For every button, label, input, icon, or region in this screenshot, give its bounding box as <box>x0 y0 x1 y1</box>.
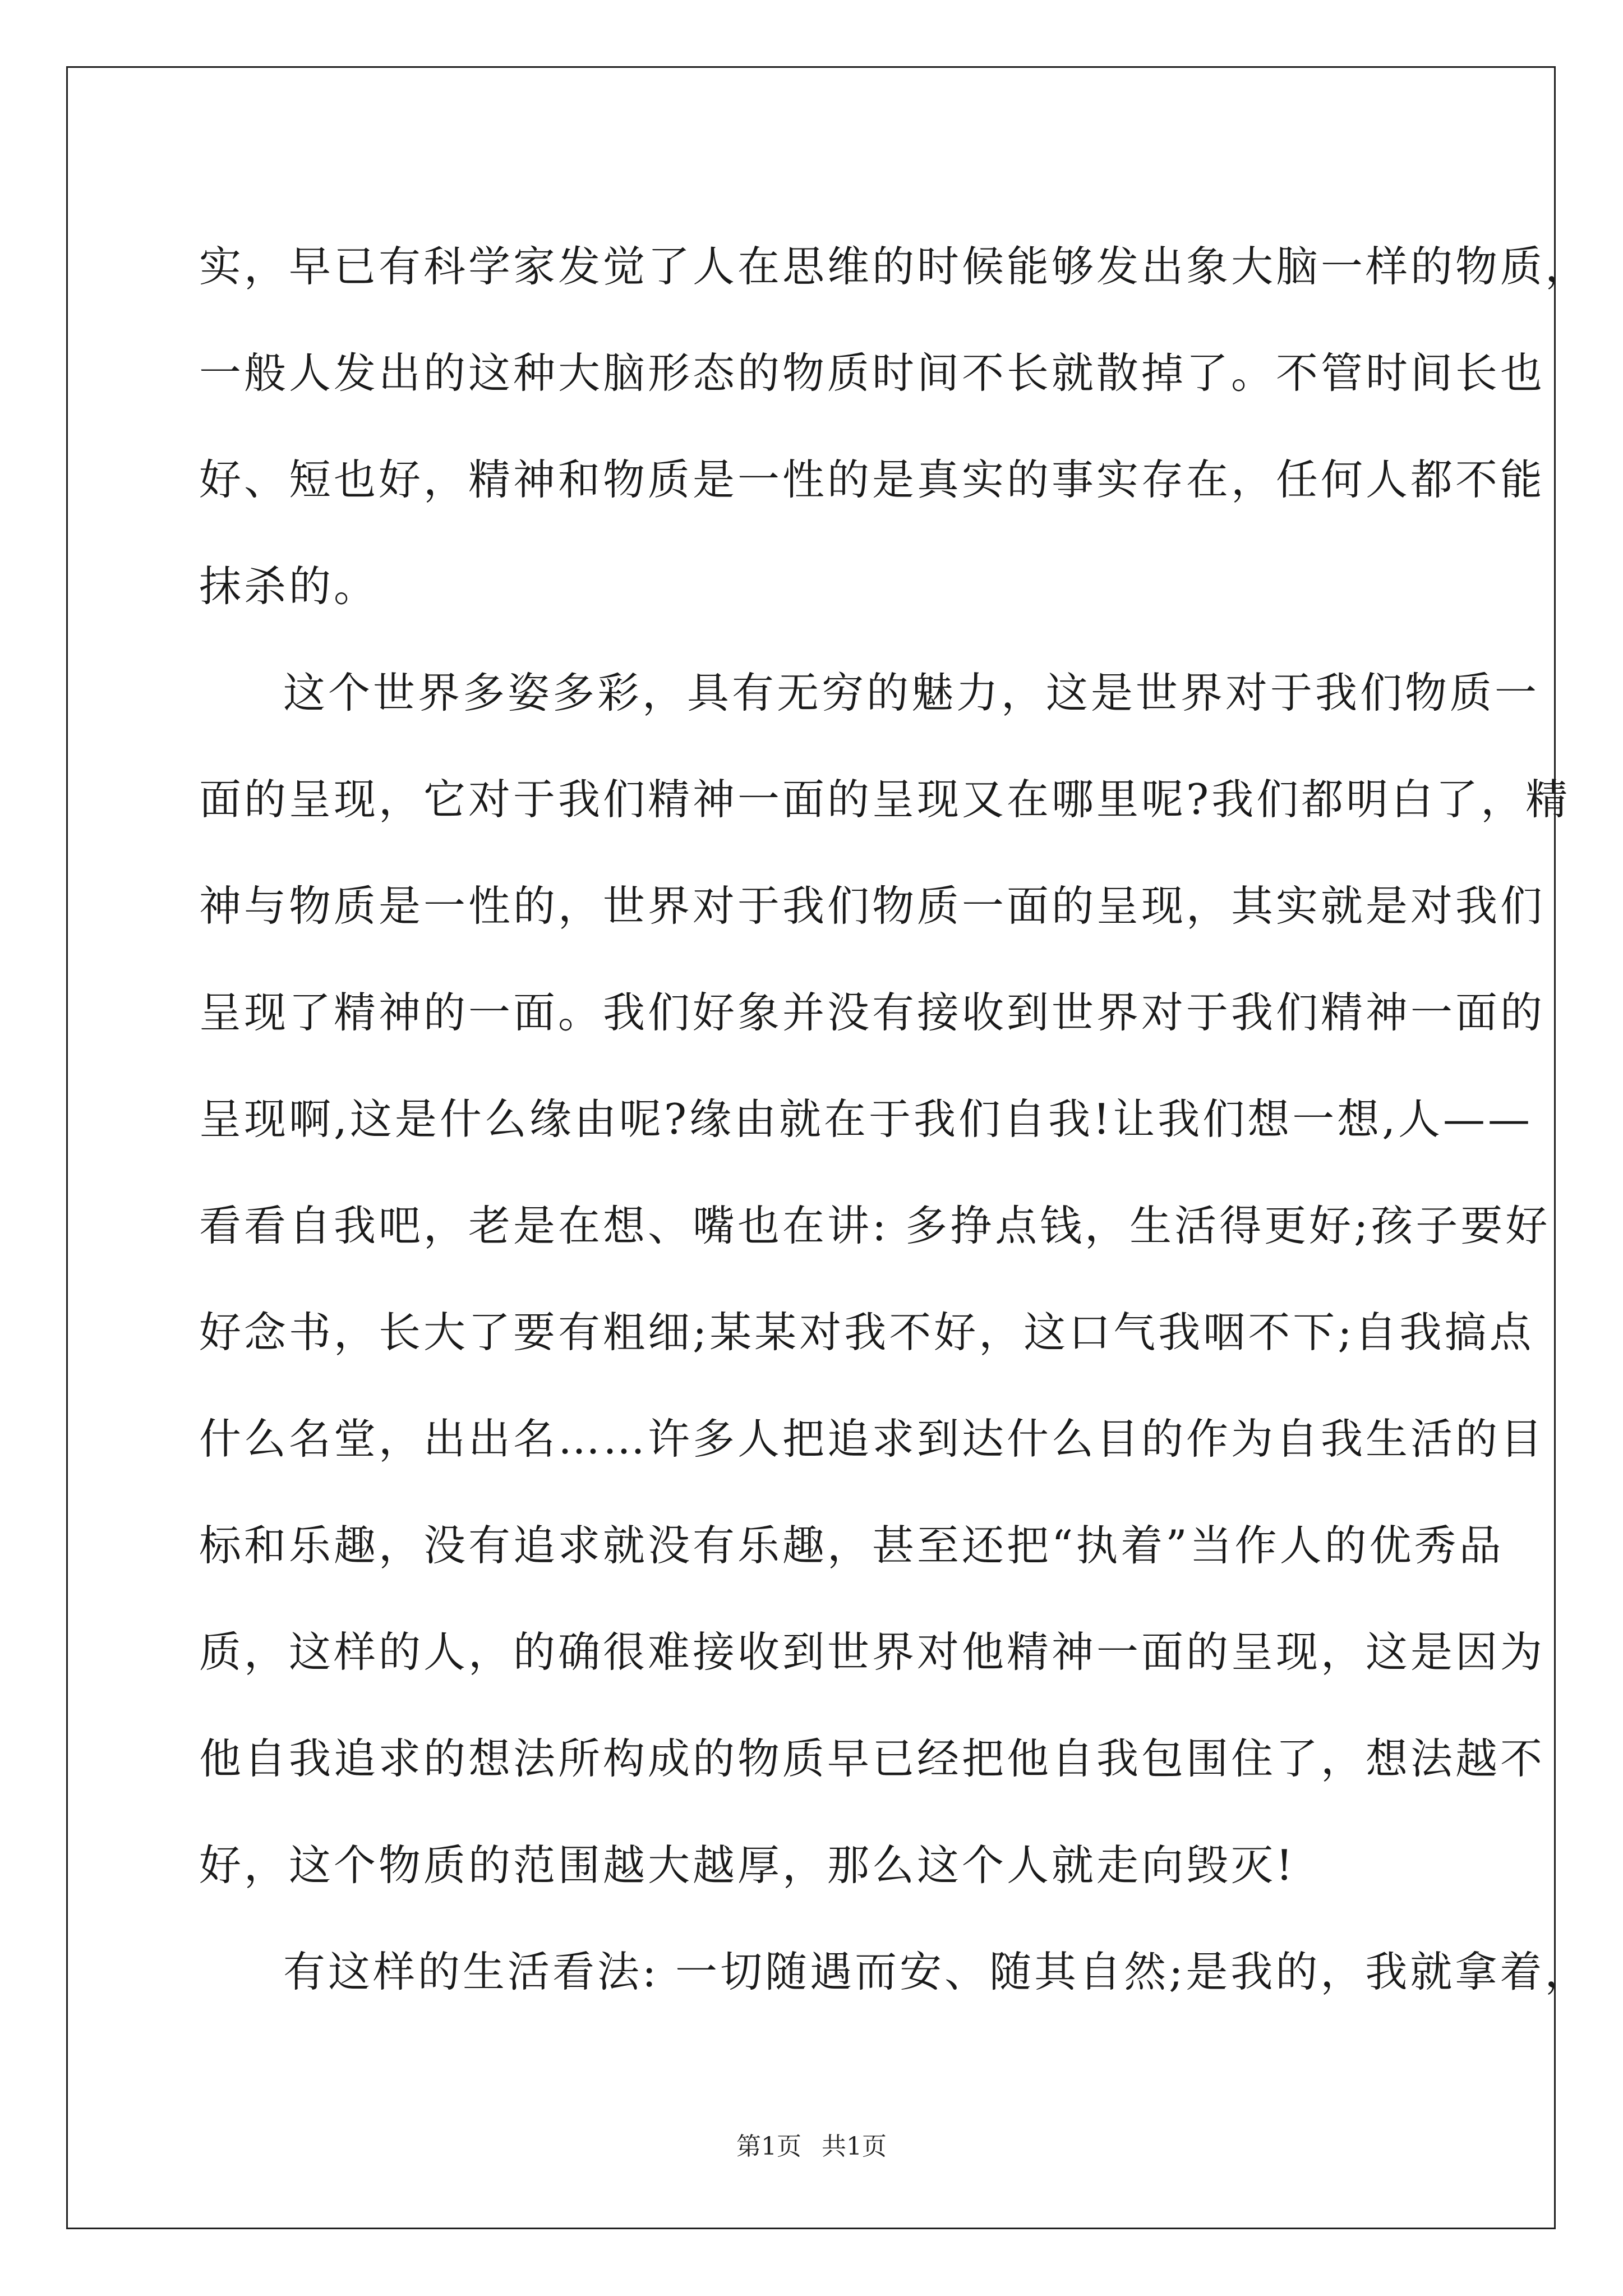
text-line: 什么名堂，出出名……许多人把追求到达什么目的作为自我生活的目 <box>199 1414 1546 1464</box>
text-line: 呈现了精神的一面。我们好象并没有接收到世界对于我们精神一面的 <box>199 988 1546 1037</box>
text-line: 好，这个物质的范围越大越厚，那么这个人就走向毁灭! <box>199 1841 1296 1890</box>
paragraph-3 <box>199 1918 1590 2025</box>
text-line: 一般人发出的这种大脑形态的物质时间不长就散掉了。不管时间长也 <box>199 348 1546 398</box>
text-line: 实，早已有科学家发觉了人在思维的时候能够发出象大脑一样的物质， <box>199 242 1590 291</box>
text-line: 有这样的生活看法: 一切随遇而安、随其自然;是我的，我就拿着， <box>283 1947 1590 1996</box>
paragraph-2 <box>199 639 1571 1918</box>
text-line: 神与物质是一性的，世界对于我们物质一面的呈现，其实就是对我们 <box>199 881 1546 931</box>
text-line: 看看自我吧，老是在想、嘴也在讲: 多挣点钱，生活得更好;孩子要好 <box>199 1201 1551 1250</box>
text-line: 面的呈现，它对于我们精神一面的呈现又在哪里呢?我们都明白了，精 <box>199 775 1571 824</box>
document-body <box>199 213 1590 2025</box>
page-number: 第1页 <box>736 2132 801 2161</box>
text-line: 好、短也好，精神和物质是一性的是真实的事实存在，任何人都不能 <box>199 455 1546 504</box>
page-footer <box>0 2126 1623 2162</box>
text-line: 呈现啊,这是什么缘由呢?缘由就在于我们自我!让我们想一想,人—— <box>199 1094 1533 1144</box>
page-total: 共1页 <box>822 2132 887 2161</box>
text-line: 他自我追求的想法所构成的物质早已经把他自我包围住了，想法越不 <box>199 1734 1546 1783</box>
text-line: 好念书，长大了要有粗细;某某对我不好，这口气我咽不下;自我搞点 <box>199 1308 1534 1357</box>
text-line: 质，这样的人，的确很难接收到世界对他精神一面的呈现，这是因为 <box>199 1627 1546 1677</box>
text-line: 这个世界多姿多彩，具有无穷的魅力，这是世界对于我们物质一 <box>283 668 1540 717</box>
text-line: 抹杀的。 <box>199 562 379 611</box>
paragraph-1 <box>199 213 1590 639</box>
text-line: 标和乐趣，没有追求就没有乐趣，甚至还把“执着”当作人的优秀品 <box>199 1521 1504 1570</box>
